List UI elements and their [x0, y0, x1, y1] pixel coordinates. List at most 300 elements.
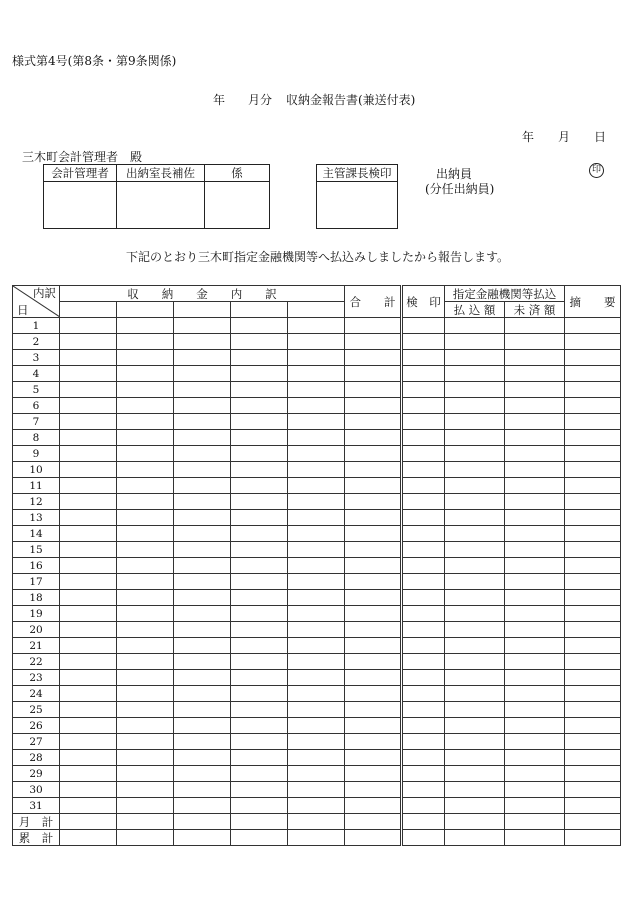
ledger-cell	[445, 638, 505, 654]
ledger-cell	[288, 478, 345, 494]
ledger-cell	[117, 510, 174, 526]
ledger-cell	[174, 430, 231, 446]
stamp-box	[44, 182, 117, 229]
ledger-cell	[565, 622, 621, 638]
paid-amount-header: 払 込 額	[445, 302, 505, 318]
ledger-cell	[60, 718, 117, 734]
ledger-cell	[174, 446, 231, 462]
ledger-cell	[505, 478, 565, 494]
ledger-cell	[117, 334, 174, 350]
unpaid-amount-header: 未 済 額	[505, 302, 565, 318]
ledger-cell	[231, 638, 288, 654]
ledger-cell	[288, 638, 345, 654]
ledger-cell	[174, 350, 231, 366]
day-number: 3	[13, 350, 60, 366]
ledger-cell	[402, 526, 445, 542]
ledger-cell	[402, 414, 445, 430]
ledger-cell	[402, 334, 445, 350]
ledger-cell	[402, 478, 445, 494]
ledger-cell	[345, 446, 402, 462]
ledger-cell	[445, 318, 505, 334]
breakdown-col	[117, 302, 174, 318]
ledger-cell	[117, 398, 174, 414]
ledger-cell	[288, 542, 345, 558]
ledger-cell	[565, 654, 621, 670]
ledger-cell	[60, 766, 117, 782]
ledger-cell	[402, 638, 445, 654]
ledger-cell	[117, 462, 174, 478]
inspection-header: 検 印	[402, 286, 445, 318]
ledger-cell	[288, 494, 345, 510]
title-year: 年	[213, 93, 226, 107]
ledger-cell	[288, 318, 345, 334]
ledger-cell	[174, 334, 231, 350]
ledger-cell	[345, 478, 402, 494]
ledger-cell	[445, 622, 505, 638]
table-row	[13, 574, 621, 590]
ledger-cell	[445, 382, 505, 398]
ledger-cell	[60, 414, 117, 430]
ledger-cell	[288, 382, 345, 398]
ledger-cell	[402, 446, 445, 462]
day-number: 23	[13, 670, 60, 686]
ledger-cell	[402, 654, 445, 670]
ledger-cell	[565, 686, 621, 702]
ledger-cell	[345, 542, 402, 558]
ledger-cell	[445, 590, 505, 606]
table-row	[13, 430, 621, 446]
table-row	[13, 478, 621, 494]
ledger-cell	[445, 574, 505, 590]
ledger-cell	[117, 734, 174, 750]
ledger-cell	[117, 766, 174, 782]
stamp-header-section-chief: 主管課長検印	[317, 165, 398, 182]
ledger-cell	[565, 606, 621, 622]
ledger-cell	[117, 446, 174, 462]
ledger-cell	[345, 574, 402, 590]
table-row	[13, 798, 621, 814]
ledger-cell	[345, 766, 402, 782]
ledger-cell	[117, 382, 174, 398]
ledger-cell	[402, 430, 445, 446]
ledger-cell	[174, 542, 231, 558]
ledger-cell	[117, 622, 174, 638]
ledger-cell	[174, 414, 231, 430]
ledger-cell	[445, 478, 505, 494]
ledger-cell	[505, 462, 565, 478]
ledger-cell	[288, 574, 345, 590]
ledger-cell	[60, 510, 117, 526]
stamp-box	[117, 182, 205, 229]
ledger-cell	[565, 494, 621, 510]
date-year: 年	[522, 130, 535, 144]
ledger-cell	[505, 670, 565, 686]
table-row	[13, 622, 621, 638]
ledger-cell	[117, 686, 174, 702]
ledger-cell	[565, 446, 621, 462]
ledger-cell	[288, 798, 345, 814]
ledger-cell	[117, 718, 174, 734]
ledger-cell	[402, 318, 445, 334]
ledger-cell	[402, 750, 445, 766]
ledger-cell	[174, 558, 231, 574]
ledger-cell	[231, 670, 288, 686]
day-number: 31	[13, 798, 60, 814]
ledger-cell	[117, 574, 174, 590]
ledger-cell	[402, 510, 445, 526]
ledger-cell	[288, 590, 345, 606]
ledger-cell	[231, 446, 288, 462]
ledger-cell	[231, 782, 288, 798]
ledger-cell	[174, 766, 231, 782]
ledger-cell	[345, 366, 402, 382]
ledger-cell	[231, 430, 288, 446]
ledger-cell	[345, 350, 402, 366]
day-number: 16	[13, 558, 60, 574]
ledger-cell	[174, 718, 231, 734]
ledger-cell	[288, 750, 345, 766]
day-number: 13	[13, 510, 60, 526]
ledger-cell	[117, 702, 174, 718]
ledger-cell	[565, 750, 621, 766]
ledger-cell	[565, 414, 621, 430]
ledger-cell	[117, 494, 174, 510]
corner-top-label: 内訳	[33, 286, 56, 300]
corner-cell	[13, 286, 60, 318]
table-row	[13, 526, 621, 542]
stamp-header-staff: 係	[205, 165, 270, 182]
day-number: 10	[13, 462, 60, 478]
ledger-cell	[60, 478, 117, 494]
ledger-cell	[288, 766, 345, 782]
ledger-cell	[288, 350, 345, 366]
ledger-cell	[505, 798, 565, 814]
ledger-cell	[565, 382, 621, 398]
ledger-cell	[402, 398, 445, 414]
ledger-cell	[445, 750, 505, 766]
day-number: 1	[13, 318, 60, 334]
ledger-cell	[60, 526, 117, 542]
table-row	[13, 350, 621, 366]
ledger-cell	[505, 638, 565, 654]
day-number: 11	[13, 478, 60, 494]
ledger-cell	[174, 526, 231, 542]
ledger-cell	[345, 638, 402, 654]
ledger-cell	[174, 478, 231, 494]
ledger-cell	[288, 334, 345, 350]
ledger-cell	[505, 398, 565, 414]
ledger-cell	[402, 718, 445, 734]
table-row	[13, 718, 621, 734]
ledger-cell	[505, 318, 565, 334]
ledger-cell	[174, 462, 231, 478]
ledger-cell	[505, 526, 565, 542]
ledger-cell	[60, 590, 117, 606]
breakdown-col	[231, 302, 288, 318]
ledger-cell	[565, 334, 621, 350]
ledger-cell	[231, 718, 288, 734]
day-number: 6	[13, 398, 60, 414]
ledger-cell	[402, 686, 445, 702]
ledger-cell	[445, 798, 505, 814]
ledger-cell	[505, 654, 565, 670]
stamp-box	[317, 182, 398, 229]
ledger-cell	[60, 702, 117, 718]
ledger-cell	[565, 590, 621, 606]
ledger-cell	[402, 622, 445, 638]
ledger-cell	[288, 718, 345, 734]
table-row	[13, 670, 621, 686]
ledger-cell	[174, 654, 231, 670]
ledger-cell	[402, 782, 445, 798]
ledger-cell	[288, 686, 345, 702]
day-number: 29	[13, 766, 60, 782]
table-row	[13, 702, 621, 718]
ledger-cell	[345, 558, 402, 574]
ledger-cell	[117, 542, 174, 558]
ledger-cell	[60, 446, 117, 462]
ledger-cell	[60, 686, 117, 702]
stamp-box	[205, 182, 270, 229]
ledger-cell	[60, 750, 117, 766]
ledger-cell	[288, 398, 345, 414]
ledger-cell	[402, 766, 445, 782]
ledger-cell	[565, 670, 621, 686]
ledger-cell	[505, 782, 565, 798]
ledger-cell	[505, 606, 565, 622]
day-number: 7	[13, 414, 60, 430]
ledger-cell	[60, 542, 117, 558]
ledger-cell	[505, 702, 565, 718]
table-row	[13, 462, 621, 478]
ledger-cell	[288, 782, 345, 798]
ledger-cell	[565, 526, 621, 542]
ledger-cell	[505, 494, 565, 510]
ledger-cell	[60, 734, 117, 750]
ledger-cell	[445, 766, 505, 782]
table-row	[13, 510, 621, 526]
ledger-cell	[288, 702, 345, 718]
ledger-cell	[288, 446, 345, 462]
ledger-cell	[445, 462, 505, 478]
breakdown-header: 収 納 金 内 訳	[60, 286, 345, 302]
date-month: 月	[558, 130, 571, 144]
ledger-cell	[174, 606, 231, 622]
ledger-cell	[565, 558, 621, 574]
ledger-cell	[445, 446, 505, 462]
ledger-cell	[345, 798, 402, 814]
ledger-cell	[505, 382, 565, 398]
table-row	[13, 638, 621, 654]
day-number: 15	[13, 542, 60, 558]
ledger-cell	[505, 590, 565, 606]
ledger-cell	[60, 366, 117, 382]
ledger-cell	[60, 782, 117, 798]
section-chief-stamp-box	[316, 164, 398, 229]
monthly-total-row	[13, 814, 621, 830]
seal-mark: 印	[589, 163, 604, 178]
ledger-cell	[174, 382, 231, 398]
ledger-cell	[565, 510, 621, 526]
ledger-cell	[445, 430, 505, 446]
table-row	[13, 494, 621, 510]
ledger-cell	[231, 366, 288, 382]
ledger-cell	[288, 462, 345, 478]
ledger-cell	[445, 526, 505, 542]
ledger-cell	[60, 670, 117, 686]
ledger-cell	[117, 606, 174, 622]
table-row	[13, 750, 621, 766]
ledger-cell	[445, 414, 505, 430]
ledger-cell	[117, 654, 174, 670]
table-row	[13, 558, 621, 574]
ledger-cell	[60, 622, 117, 638]
ledger-cell	[288, 510, 345, 526]
ledger-cell	[60, 334, 117, 350]
corner-bottom-label: 日	[17, 303, 29, 317]
ledger-cell	[231, 590, 288, 606]
ledger-cell	[174, 510, 231, 526]
ledger-cell	[402, 382, 445, 398]
table-row	[13, 334, 621, 350]
ledger-cell	[345, 318, 402, 334]
table-row	[13, 590, 621, 606]
approval-stamp-boxes	[43, 164, 270, 229]
ledger-cell	[565, 366, 621, 382]
ledger-cell	[445, 494, 505, 510]
ledger-cell	[445, 350, 505, 366]
day-number: 30	[13, 782, 60, 798]
ledger-cell	[402, 350, 445, 366]
ledger-cell	[445, 334, 505, 350]
ledger-cell	[505, 430, 565, 446]
ledger-cell	[445, 718, 505, 734]
ledger-cell	[288, 430, 345, 446]
day-number: 18	[13, 590, 60, 606]
ledger-cell	[231, 542, 288, 558]
cashier-label: 出納員	[436, 167, 473, 181]
total-header: 合 計	[345, 286, 402, 318]
ledger-cell	[402, 606, 445, 622]
receipt-ledger-table	[12, 285, 621, 846]
day-number: 21	[13, 638, 60, 654]
ledger-cell	[231, 654, 288, 670]
ledger-cell	[60, 558, 117, 574]
ledger-cell	[345, 750, 402, 766]
ledger-cell	[345, 510, 402, 526]
ledger-cell	[231, 750, 288, 766]
ledger-cell	[231, 702, 288, 718]
ledger-cell	[445, 558, 505, 574]
bank-transfer-header: 指定金融機関等払込	[445, 286, 565, 302]
ledger-cell	[60, 638, 117, 654]
ledger-cell	[174, 366, 231, 382]
ledger-cell	[117, 366, 174, 382]
day-number: 20	[13, 622, 60, 638]
day-number: 25	[13, 702, 60, 718]
ledger-cell	[60, 398, 117, 414]
table-row	[13, 686, 621, 702]
ledger-cell	[117, 558, 174, 574]
ledger-cell	[402, 670, 445, 686]
table-row	[13, 414, 621, 430]
ledger-cell	[402, 366, 445, 382]
ledger-cell	[345, 782, 402, 798]
ledger-cell	[345, 398, 402, 414]
addressee: 三木町会計管理者 殿	[22, 150, 143, 164]
ledger-cell	[60, 654, 117, 670]
ledger-cell	[174, 750, 231, 766]
ledger-cell	[117, 590, 174, 606]
ledger-cell	[231, 510, 288, 526]
day-number: 19	[13, 606, 60, 622]
cashier-sub-label: (分任出納員)	[425, 182, 495, 196]
day-number: 22	[13, 654, 60, 670]
monthly-total-label: 月 計	[13, 814, 60, 830]
table-row	[13, 382, 621, 398]
ledger-cell	[117, 478, 174, 494]
ledger-cell	[445, 734, 505, 750]
stamp-header-accounting-manager: 会計管理者	[44, 165, 117, 182]
ledger-cell	[345, 414, 402, 430]
ledger-cell	[445, 702, 505, 718]
table-row	[13, 606, 621, 622]
day-number: 27	[13, 734, 60, 750]
ledger-cell	[174, 670, 231, 686]
ledger-cell	[345, 382, 402, 398]
ledger-cell	[345, 462, 402, 478]
ledger-cell	[288, 670, 345, 686]
ledger-cell	[402, 702, 445, 718]
day-number: 9	[13, 446, 60, 462]
ledger-cell	[117, 526, 174, 542]
table-row	[13, 446, 621, 462]
ledger-cell	[117, 750, 174, 766]
breakdown-col	[60, 302, 117, 318]
ledger-cell	[117, 782, 174, 798]
title-month: 月分	[248, 93, 273, 107]
breakdown-col	[288, 302, 345, 318]
day-number: 12	[13, 494, 60, 510]
ledger-cell	[231, 574, 288, 590]
table-row	[13, 542, 621, 558]
ledger-cell	[505, 510, 565, 526]
ledger-cell	[565, 350, 621, 366]
ledger-cell	[231, 686, 288, 702]
ledger-cell	[231, 398, 288, 414]
report-statement: 下記のとおり三木町指定金融機関等へ払込みしましたから報告します。	[126, 250, 510, 264]
ledger-cell	[288, 526, 345, 542]
ledger-cell	[288, 414, 345, 430]
ledger-cell	[345, 494, 402, 510]
ledger-cell	[445, 366, 505, 382]
ledger-cell	[288, 622, 345, 638]
ledger-cell	[174, 686, 231, 702]
ledger-cell	[565, 638, 621, 654]
ledger-cell	[445, 510, 505, 526]
ledger-cell	[174, 622, 231, 638]
ledger-cell	[174, 734, 231, 750]
ledger-cell	[288, 606, 345, 622]
ledger-cell	[288, 734, 345, 750]
ledger-cell	[445, 398, 505, 414]
ledger-cell	[402, 798, 445, 814]
ledger-cell	[565, 430, 621, 446]
ledger-cell	[565, 734, 621, 750]
ledger-cell	[117, 670, 174, 686]
ledger-cell	[231, 558, 288, 574]
ledger-cell	[174, 590, 231, 606]
